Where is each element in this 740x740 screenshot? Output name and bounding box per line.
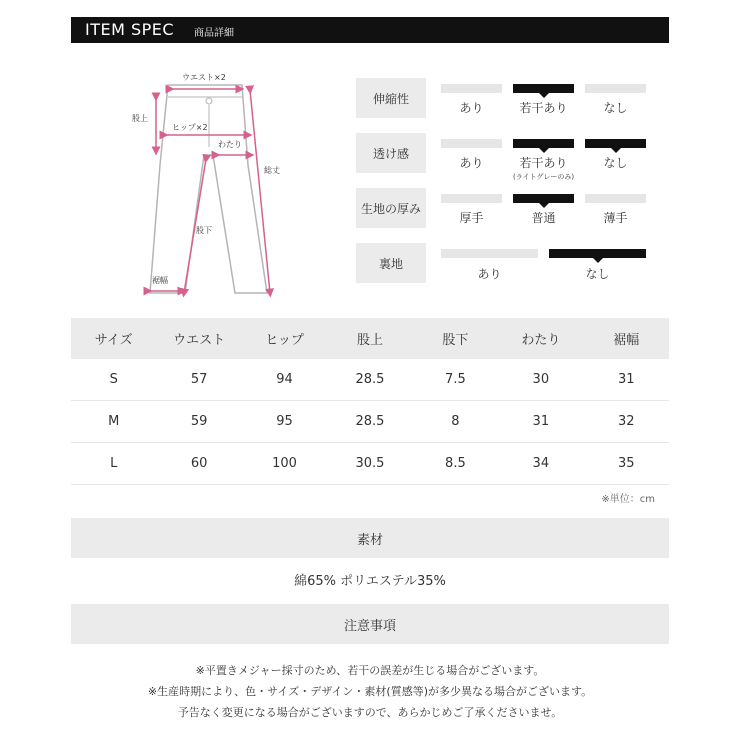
attr-stretch-opt-1: あり: [459, 101, 484, 115]
table-cell: 30.5: [355, 456, 385, 471]
attr-sheer-opt-2: 若干あり: [519, 156, 568, 170]
table-cell: 32: [617, 414, 635, 429]
size-table: [71, 318, 669, 485]
pants-illustration: [130, 65, 300, 310]
attr-lining-label: 裏地: [356, 243, 426, 283]
attr-stretch-bar-3: [585, 84, 646, 93]
table-cell: 95: [276, 414, 293, 429]
attr-stretch-opt-3: なし: [603, 101, 628, 115]
header-cell: わたり: [521, 333, 561, 348]
attr-sheer-bar-1: [441, 139, 502, 148]
table-cell: 7.5: [445, 372, 466, 387]
table-cell: 60: [190, 456, 208, 471]
section-header: [71, 17, 669, 43]
table-cell: 28.5: [355, 372, 385, 387]
header-cell: 股下: [442, 333, 469, 348]
material-text: 綿65% ポリエステル35%: [294, 574, 446, 589]
attr-stretch-opt-2: 若干あり: [519, 101, 568, 115]
table-cell: 34: [532, 456, 550, 471]
header-cell: ウエスト: [173, 333, 226, 348]
hip-label: ヒップ×2: [172, 123, 208, 132]
table-cell: 57: [190, 372, 208, 387]
table-cell: 8.5: [445, 456, 466, 471]
header-title: ITEM SPEC: [85, 20, 175, 39]
notes-block: [71, 660, 669, 723]
attr-lining-bar-1: [441, 249, 538, 258]
attr-sheer-opt-1: あり: [459, 156, 484, 170]
attr-sheer-opt-3: なし: [603, 156, 628, 170]
table-cell: 30: [532, 372, 550, 387]
size-table-header: [71, 318, 669, 359]
waist-label: ウエスト×2: [182, 73, 226, 82]
length-arrow: [250, 90, 270, 293]
attr-sheer-bar-2-selected: [513, 139, 574, 148]
table-row: [71, 443, 669, 485]
attr-sheer-bar-3-selected: [585, 139, 646, 148]
attr-thickness-label: 生地の厚み: [356, 188, 426, 228]
attr-sheer-note: (ライトグレーのみ): [512, 173, 575, 181]
header-subtitle: 商品詳細: [194, 28, 234, 39]
table-cell: 8: [451, 414, 460, 429]
table-cell: 94: [276, 372, 293, 387]
attr-thickness-bar-1: [441, 194, 502, 203]
attr-stretch-bar-2-selected: [513, 84, 574, 93]
table-cell: 100: [272, 456, 297, 471]
table-cell: 59: [190, 414, 208, 429]
notes-line: ※平置きメジャー採寸のため、若干の誤差が生じる場合がございます。: [195, 664, 545, 677]
attr-thickness-opt-1: 厚手: [459, 211, 484, 225]
attr-lining-bar-2-selected: [549, 249, 646, 258]
header-cell: サイズ: [94, 333, 133, 348]
attr-lining-opt-1: あり: [477, 267, 502, 281]
rise-label: 股上: [132, 114, 148, 123]
attr-lining-opt-2: なし: [585, 267, 610, 281]
table-row: [71, 359, 669, 401]
attr-thickness-opt-2: 普通: [531, 211, 556, 225]
pants-diagram: [130, 65, 300, 310]
header-cell: 股上: [356, 333, 383, 348]
table-cell: 28.5: [355, 414, 385, 429]
thigh-label: わたり: [218, 140, 242, 149]
table-cell: S: [109, 372, 118, 387]
attr-stretch-bar-1: [441, 84, 502, 93]
notes-heading: 注意事項: [71, 604, 669, 644]
header-cell: 裾幅: [613, 333, 640, 348]
notes-line: ※生産時期により、色・サイズ・デザイン・素材(質感等)が多少異なる場合がございます。: [147, 685, 593, 698]
material-heading: 素材: [71, 518, 669, 558]
attr-stretch-label: 伸縮性: [356, 78, 426, 118]
header-cell: ヒップ: [265, 333, 304, 348]
table-cell: 31: [617, 372, 635, 387]
unit-note: ※単位：cm: [601, 494, 655, 505]
attr-thickness-bar-2-selected: [513, 194, 574, 203]
attr-sheer-label: 透け感: [356, 133, 426, 173]
table-cell: M: [108, 414, 120, 429]
attr-thickness-opt-3: 薄手: [603, 211, 628, 225]
table-row: [71, 401, 669, 443]
table-cell: L: [110, 456, 118, 471]
attr-thickness-bar-3: [585, 194, 646, 203]
table-cell: 31: [532, 414, 550, 429]
hem-label: 裾幅: [152, 276, 168, 285]
inseam-label: 股下: [196, 226, 212, 235]
table-cell: 35: [617, 456, 635, 471]
length-label: 総丈: [264, 166, 280, 175]
notes-line: 予告なく変更になる場合がございますので、あらかじめご了承くださいませ。: [177, 706, 563, 719]
